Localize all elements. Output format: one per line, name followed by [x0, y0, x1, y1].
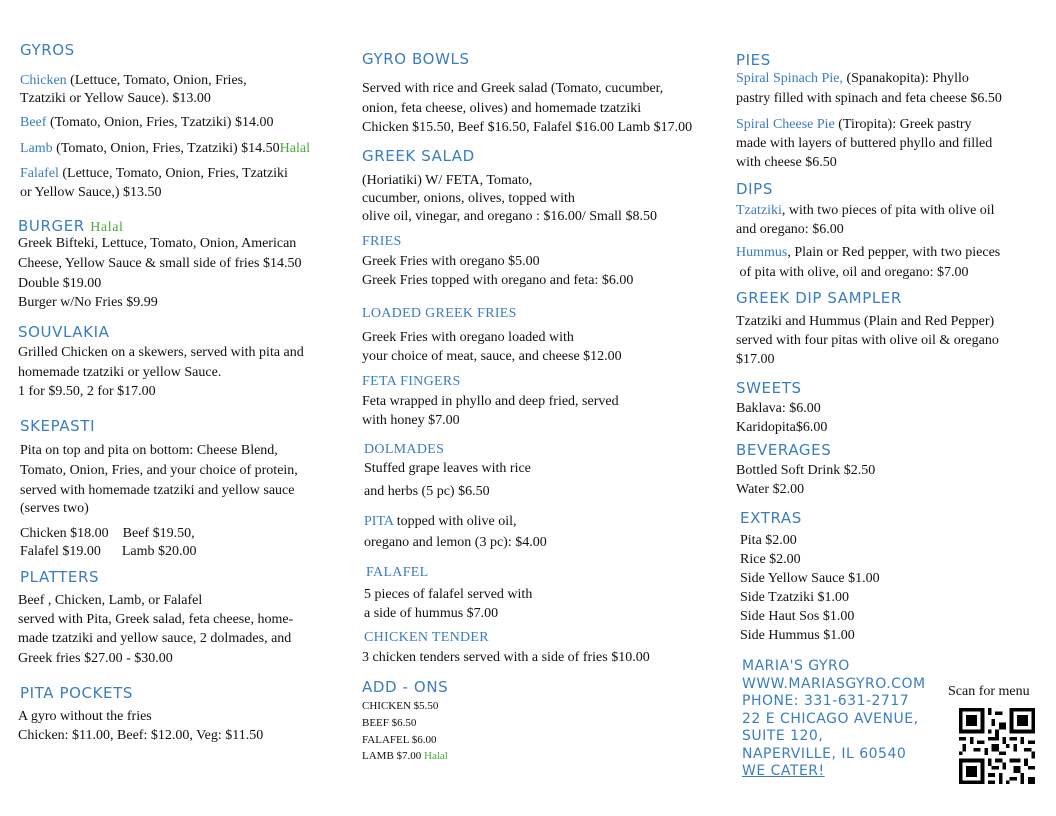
- dip-sampler-heading: GREEK DIP SAMPLER: [736, 289, 902, 307]
- gyros-falafel-name: Falafel: [20, 166, 59, 181]
- burger-line: Burger w/No Fries $9.99: [18, 295, 158, 310]
- add-ons-line: CHICKEN $5.50: [362, 700, 439, 712]
- pies-spinach-name: Spiral Spinach Pie,: [736, 71, 843, 86]
- dips-tzatziki: [736, 202, 995, 221]
- gyro-bowls-line: Served with rice and Greek salad (Tomato, cucumber,: [362, 81, 664, 96]
- sweets-line: Karidopita$6.00: [736, 420, 828, 435]
- feta-fingers-line: Feta wrapped in phyllo and deep fried, served: [362, 394, 619, 409]
- souvlakia-line: 1 for $9.50, 2 for $17.00: [18, 384, 156, 399]
- pies-cheese: [736, 116, 972, 135]
- dips-line: of pita with olive, oil and oregano: $7.00: [736, 265, 969, 280]
- fries-line: Greek Fries topped with oregano and feta: $6.00: [362, 273, 634, 288]
- gyros-chicken: [20, 72, 247, 91]
- gyros-chicken-desc: (Lettuce, Tomato, Onion, Fries,: [66, 73, 247, 88]
- sweets-heading: SWEETS: [736, 379, 802, 397]
- skepasti-line: Falafel $19.00 Lamb $20.00: [20, 544, 197, 559]
- sweets-line: Baklava: $6.00: [736, 401, 821, 416]
- greek-salad-line: olive oil, vinegar, and oregano : $16.00/ Small $8.50: [362, 209, 657, 224]
- business-name: MARIA'S GYRO: [742, 658, 850, 674]
- pita-pockets-line: Chicken: $11.00, Beef: $12.00, Veg: $11.50: [18, 728, 264, 743]
- feta-fingers-heading: FETA FINGERS: [362, 374, 461, 389]
- pita-line: oregano and lemon (3 pc): $4.00: [364, 535, 547, 550]
- chicken-tender-heading: CHICKEN TENDER: [364, 630, 489, 645]
- pies-spinach-desc: (Spanakopita): Phyllo: [842, 71, 969, 86]
- pies-cheese-name: Spiral Cheese Pie: [736, 117, 835, 132]
- beverages-heading: BEVERAGES: [736, 441, 832, 459]
- dips-hummus-desc: , Plain or Red pepper, with two pieces: [787, 245, 1001, 260]
- beverages-line: Bottled Soft Drink $2.50: [736, 463, 876, 478]
- pies-spinach: [736, 70, 969, 89]
- dips-heading: DIPS: [736, 180, 773, 198]
- fries-line: Greek Fries with oregano $5.00: [362, 254, 540, 269]
- skepasti-line: (serves two): [20, 501, 89, 516]
- extras-line: Rice $2.00: [740, 552, 801, 567]
- extras-line: Pita $2.00: [740, 533, 797, 548]
- burger-line: Cheese, Yellow Sauce & small side of fries $14.50: [18, 256, 302, 271]
- skepasti-line: Pita on top and pita on bottom: Cheese Blend,: [20, 443, 278, 458]
- extras-line: Side Tzatziki $1.00: [740, 590, 849, 605]
- gyros-lamb: [20, 140, 310, 159]
- add-ons-lamb: LAMB $7.00: [362, 750, 422, 762]
- loaded-fries-heading: LOADED GREEK FRIES: [362, 306, 517, 321]
- pies-line: with cheese $6.50: [736, 155, 837, 170]
- platters-line: Greek fries $27.00 - $30.00: [18, 651, 173, 666]
- dips-line: and oregano: $6.00: [736, 222, 844, 237]
- dolmades-line: and herbs (5 pc) $6.50: [364, 484, 490, 499]
- dips-tzatziki-name: Tzatziki: [736, 203, 782, 218]
- falafel-heading: FALAFEL: [366, 565, 429, 580]
- contact-block: [742, 658, 926, 781]
- dips-tzatziki-desc: , with two pieces of pita with olive oil: [781, 203, 995, 218]
- fries-heading: FRIES: [362, 234, 402, 249]
- we-cater-link[interactable]: WE CATER!: [742, 763, 825, 779]
- halal-badge: Halal: [90, 220, 124, 235]
- pies-cheese-desc: (Tiropita): Greek pastry: [834, 117, 972, 132]
- beverages-line: Water $2.00: [736, 482, 805, 497]
- halal-badge: Halal: [279, 141, 310, 156]
- gyro-bowls-heading: GYRO BOWLS: [362, 50, 470, 68]
- loaded-fries-line: Greek Fries with oregano loaded with: [362, 330, 574, 345]
- souvlakia-line: homemade tzatziki or yellow Sauce.: [18, 365, 222, 380]
- gyros-heading: GYROS: [20, 41, 75, 59]
- falafel-line: 5 pieces of falafel served with: [364, 587, 533, 602]
- souvlakia-line: Grilled Chicken on a skewers, served with pita and: [18, 345, 304, 360]
- gyros-lamb-desc: (Tomato, Onion, Fries, Tzatziki) $14.50: [52, 141, 280, 156]
- burger-title: BURGER: [18, 217, 85, 235]
- qr-code-icon[interactable]: [959, 708, 1035, 784]
- gyros-lamb-name: Lamb: [20, 141, 53, 156]
- pita-pockets-heading: PITA POCKETS: [20, 684, 134, 702]
- gyros-chicken-name: Chicken: [20, 73, 67, 88]
- extras-heading: EXTRAS: [740, 509, 802, 527]
- souvlakia-heading: SOUVLAKIA: [18, 323, 110, 341]
- add-ons-heading: ADD - ONS: [362, 678, 449, 696]
- scan-for-menu-label: Scan for menu: [948, 684, 1030, 699]
- skepasti-heading: SKEPASTI: [20, 417, 96, 435]
- platters-line: Beef , Chicken, Lamb, or Falafel: [18, 593, 203, 608]
- platters-line: made tzatziki and yellow sauce, 2 dolmades, and: [18, 631, 292, 646]
- gyros-beef: [20, 114, 273, 133]
- gyros-falafel-desc: (Lettuce, Tomato, Onion, Fries, Tzatziki: [58, 166, 288, 181]
- add-ons-line: BEEF $6.50: [362, 717, 417, 729]
- dips-hummus: [736, 244, 1000, 263]
- gyro-bowls-line: onion, feta cheese, olives) and homemade tzatziki: [362, 101, 642, 116]
- address-line2: SUITE 120,: [742, 728, 824, 744]
- platters-line: served with Pita, Greek salad, feta cheese, home-: [18, 612, 294, 627]
- pita-item: [364, 513, 516, 532]
- add-ons-line: [362, 749, 448, 763]
- address-line1: 22 E CHICAGO AVENUE,: [742, 710, 919, 727]
- pita-name: PITA: [364, 514, 394, 529]
- gyros-beef-name: Beef: [20, 115, 47, 130]
- website-link[interactable]: WWW.MARIASGYRO.COM: [742, 675, 926, 692]
- platters-heading: PLATTERS: [20, 568, 100, 586]
- feta-fingers-line: with honey $7.00: [362, 413, 460, 428]
- skepasti-line: served with homemade tzatziki and yellow sauce: [20, 483, 295, 498]
- dolmades-heading: DOLMADES: [364, 442, 445, 457]
- phone-number[interactable]: PHONE: 331-631-2717: [742, 693, 910, 709]
- gyros-falafel-desc2: or Yellow Sauce,) $13.50: [20, 185, 162, 200]
- chicken-tender-line: 3 chicken tenders served with a side of fries $10.00: [362, 650, 650, 665]
- extras-line: Side Haut Sos $1.00: [740, 609, 855, 624]
- extras-line: Side Hummus $1.00: [740, 628, 855, 643]
- gyro-bowls-line: Chicken $15.50, Beef $16.50, Falafel $16.00 Lamb $17.00: [362, 120, 693, 135]
- burger-heading: [18, 217, 124, 236]
- dip-sampler-line: $17.00: [736, 352, 775, 367]
- burger-line: Greek Bifteki, Lettuce, Tomato, Onion, American: [18, 236, 297, 251]
- greek-salad-heading: GREEK SALAD: [362, 147, 475, 165]
- greek-salad-line: cucumber, onions, olives, topped with: [362, 191, 575, 206]
- add-ons-line: FALAFEL $6.00: [362, 734, 437, 746]
- pies-line: pastry filled with spinach and feta cheese $6.50: [736, 91, 1002, 106]
- dip-sampler-line: Tzatziki and Hummus (Plain and Red Pepper): [736, 314, 995, 329]
- gyros-chicken-desc2: Tzatziki or Yellow Sauce). $13.00: [20, 91, 211, 106]
- skepasti-line: Tomato, Onion, Fries, and your choice of protein,: [20, 463, 298, 478]
- extras-line: Side Yellow Sauce $1.00: [740, 571, 880, 586]
- address-city: NAPERVILLE, IL 60540: [742, 745, 907, 762]
- skepasti-line: Chicken $18.00 Beef $19.50,: [20, 526, 195, 541]
- greek-salad-line: (Horiatiki) W/ FETA, Tomato,: [362, 173, 533, 188]
- burger-line: Double $19.00: [18, 276, 102, 291]
- pita-pockets-line: A gyro without the fries: [18, 709, 152, 724]
- falafel-line: a side of hummus $7.00: [364, 606, 499, 621]
- pies-heading: PIES: [736, 51, 771, 69]
- halal-badge: Halal: [424, 750, 448, 762]
- gyros-falafel: [20, 165, 288, 184]
- dip-sampler-line: served with four pitas with olive oil & oregano: [736, 333, 999, 348]
- loaded-fries-line: your choice of meat, sauce, and cheese $12.00: [362, 349, 622, 364]
- gyros-beef-desc: (Tomato, Onion, Fries, Tzatziki) $14.00: [46, 115, 274, 130]
- pita-desc: topped with olive oil,: [393, 514, 517, 529]
- pies-line: made with layers of buttered phyllo and filled: [736, 136, 993, 151]
- dips-hummus-name: Hummus: [736, 245, 788, 260]
- dolmades-line: Stuffed grape leaves with rice: [364, 461, 531, 476]
